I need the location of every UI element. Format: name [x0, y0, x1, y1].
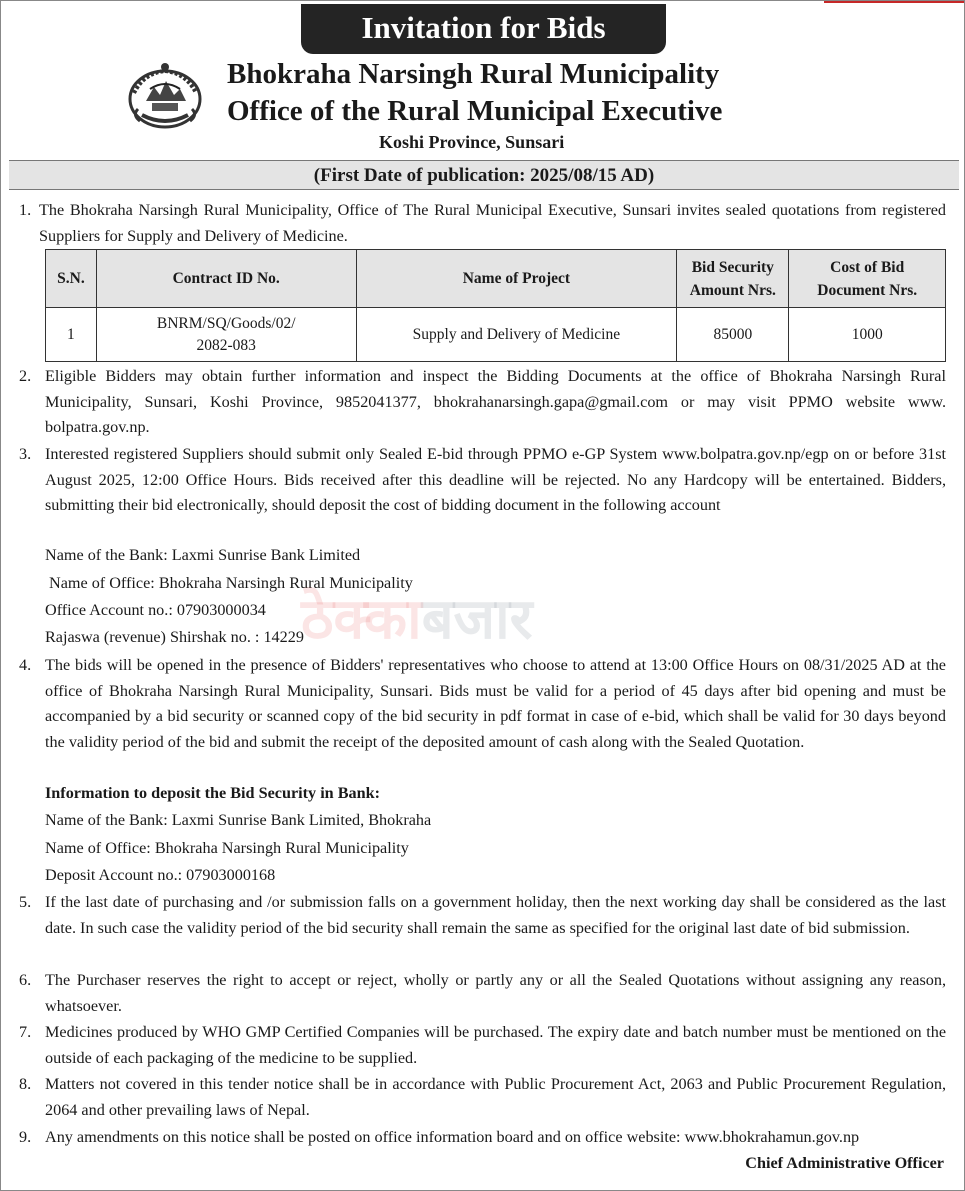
item-text: The bids will be opened in the presence of Bidders' representatives who choose to attend at 13:00 Office Hours on 08/31/2025 AD at the office of Bhokraha Narsingh Rural Municipality, Sunsari. Bids must be valid for a period of 45 days after bid opening and must be accompanied by a bid security or scanned copy of the bid security in pdf format in case of e-bid, which shall be valid for 30 days beyond the validity period of the bid and submit the receipt of the deposited amount of cash along with the Sealed Quotation.: [45, 656, 946, 751]
item-text: Eligible Bidders may obtain further information and inspect the Bidding Documents at the office of Bhokraha Narsingh Rural Municipality, Sunsari, Koshi Province, 9852041377, bhokrahanarsingh.gapa@gmail.com or may visit PPMO website www. bolpatra.gov.np.: [45, 367, 946, 436]
list-item: [19, 1072, 946, 1123]
table-row: [46, 308, 946, 362]
list-item: [19, 890, 946, 941]
item-number: 3.: [19, 445, 32, 463]
publication-date: (First Date of publication: 2025/08/15 AD): [9, 160, 959, 190]
watermark-text: बजार: [421, 587, 533, 652]
item-number: 9.: [19, 1128, 32, 1146]
office-account: Office Account no.: 07903000034: [45, 601, 266, 619]
location-line: Koshi Province, Sunsari: [379, 132, 565, 152]
top-accent-line: [824, 1, 964, 3]
item-number: 2.: [19, 367, 32, 385]
item-number: 5.: [19, 893, 32, 911]
column-header: Name of Project: [356, 250, 677, 308]
table-cell: Supply and Delivery of Medicine: [356, 308, 677, 362]
notice-title: Invitation for Bids: [301, 4, 666, 54]
organization-name: Bhokraha Narsingh Rural Municipality: [227, 58, 720, 90]
list-item: [19, 442, 946, 519]
table-cell: 1000: [789, 308, 946, 362]
bid-security-account: Deposit Account no.: 07903000168: [45, 866, 276, 884]
item-number: 4.: [19, 656, 32, 674]
table-cell: 1: [46, 308, 97, 362]
item-text: The Bhokraha Narsingh Rural Municipality, Office of The Rural Municipal Executive, Sunsari invites sealed quotations from registered Suppliers for Supply and Delivery of Medicine.: [39, 201, 946, 245]
watermark-text: ठेक्का: [301, 587, 422, 652]
list-item: [19, 198, 946, 249]
list-item: [19, 968, 946, 1019]
bid-table: [45, 249, 946, 362]
revenue-code: Rajaswa (revenue) Shirshak no. : 14229: [45, 628, 304, 646]
item-text: Interested registered Suppliers should submit only Sealed E-bid through PPMO e-GP System www.bolpatra.gov.np/egp on or before 31st August 2025, 12:00 Office Hours. Bids received after this deadline will be rejected. No any Hardcopy will be entertained. Bidders, submitting their bid electronically, should deposit the cost of bidding document in the following account: [45, 445, 946, 514]
bank-name: Name of the Bank: Laxmi Sunrise Bank Limited: [45, 546, 361, 564]
column-header: Contract ID No.: [96, 250, 356, 308]
item-text: Medicines produced by WHO GMP Certified Companies will be purchased. The expiry date and batch number must be mentioned on the outside of each packaging of the medicine to be supplied.: [45, 1023, 946, 1067]
item-text: Any amendments on this notice shall be posted on office information board and on office website: www.bhokrahamun.gov.np: [45, 1128, 860, 1146]
bid-security-bank: Name of the Bank: Laxmi Sunrise Bank Limited, Bhokraha: [45, 811, 432, 829]
watermark-logo: [301, 579, 533, 655]
item-text: The Purchaser reserves the right to accept or reject, wholly or partly any or all the Sealed Quotations without assigning any reason, whatsoever.: [45, 971, 946, 1015]
item-number: 8.: [19, 1075, 32, 1093]
item-number: 7.: [19, 1023, 32, 1041]
list-item: [19, 364, 946, 441]
item-number: 1.: [19, 201, 32, 219]
item-text: Matters not covered in this tender notice shall be in accordance with Public Procurement Act, 2063 and Public Procurement Regulation, 2064 and other prevailing laws of Nepal.: [45, 1075, 946, 1119]
column-header: Cost of Bid Document Nrs.: [789, 250, 946, 308]
list-item: [19, 1125, 946, 1151]
office-name-line: Name of Office: Bhokraha Narsingh Rural Municipality: [49, 574, 413, 592]
office-name: Office of the Rural Municipal Executive: [227, 95, 723, 127]
bid-security-heading: Information to deposit the Bid Security in Bank:: [45, 784, 381, 802]
nepal-emblem-icon: [124, 59, 206, 131]
list-item: [19, 653, 946, 755]
item-text: If the last date of purchasing and /or submission falls on a government holiday, then the next working day shall be considered as the last date. In such case the validity period of the bid security shall remain the same as specified for the original last date of bid submission.: [45, 893, 946, 937]
item-number: 6.: [19, 971, 32, 989]
table-header-row: [46, 250, 946, 308]
bid-security-office: Name of Office: Bhokraha Narsingh Rural Municipality: [45, 839, 409, 857]
signature-title: Chief Administrative Officer: [745, 1154, 944, 1172]
column-header: S.N.: [46, 250, 97, 308]
column-header: Bid Security Amount Nrs.: [677, 250, 789, 308]
table-cell: BNRM/SQ/Goods/02/ 2082-083: [96, 308, 356, 362]
table-cell: 85000: [677, 308, 789, 362]
list-item: [19, 1020, 946, 1071]
